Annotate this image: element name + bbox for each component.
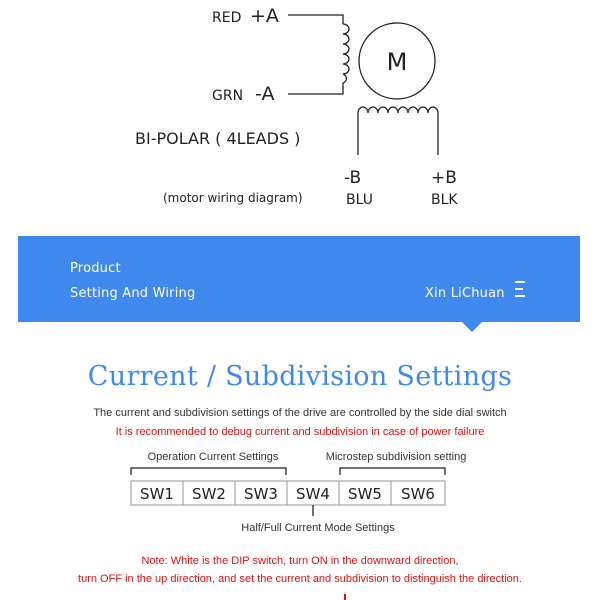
banner-section-label: Setting And Wiring <box>70 286 196 301</box>
banner-brand-name: Xin LiChuan <box>425 286 505 301</box>
menu-icon-bar <box>515 288 523 290</box>
banner-pointer <box>462 322 482 332</box>
microstep-group-bracket <box>340 468 445 475</box>
motor-symbol: M <box>386 48 408 76</box>
switch-sw4: SW4 <box>296 485 330 503</box>
minus-b-color-label: BLU <box>346 192 373 208</box>
menu-icon-bar <box>515 281 525 283</box>
settings-title: Current / Subdivision Settings <box>87 361 513 392</box>
switch-sw2: SW2 <box>192 485 226 503</box>
motor-wiring-diagram <box>0 0 600 225</box>
section-banner <box>18 236 580 322</box>
current-settings-label: Operation Current Settings <box>147 451 279 463</box>
switch-sw3: SW3 <box>244 485 278 503</box>
minus-a-lead <box>288 83 343 94</box>
wiring-caption: (motor wiring diagram) <box>163 191 303 205</box>
a-coil <box>343 24 349 83</box>
switch-sw6: SW6 <box>401 485 435 503</box>
switch-row <box>131 481 445 505</box>
settings-warning: It is recommended to debug current and subdivision in case of power failure <box>115 426 485 438</box>
switch-sw1: SW1 <box>140 485 174 503</box>
menu-icon-bar <box>515 295 525 297</box>
banner-product-label: Product <box>70 261 121 276</box>
b-coil <box>358 107 438 113</box>
current-group-bracket <box>131 468 286 475</box>
dip-switch-diagram <box>0 440 600 545</box>
mode-settings-label: Half/Full Current Mode Settings <box>241 522 395 534</box>
plus-a-lead <box>288 15 343 24</box>
plus-b-color-label: BLK <box>431 192 458 208</box>
plus-a-pin-label: +A <box>250 5 279 27</box>
minus-b-pin-label: -B <box>344 168 362 188</box>
microstep-settings-label: Microstep subdivision setting <box>325 451 467 463</box>
plus-b-pin-label: +B <box>431 168 457 188</box>
note-line-1: Note: White is the DIP switch, turn ON in the downward direction, <box>141 555 459 567</box>
switch-sw5: SW5 <box>348 485 382 503</box>
minus-a-color-label: GRN <box>212 88 244 104</box>
menu-icon[interactable] <box>515 281 527 297</box>
note-line-2: turn OFF in the up direction, and set the current and subdivision to distinguish the direction. <box>78 573 522 585</box>
bipolar-type-label: BI-POLAR ( 4LEADS ) <box>135 129 301 148</box>
plus-a-color-label: RED <box>212 10 242 26</box>
minus-a-pin-label: -A <box>255 83 275 105</box>
red-marker <box>344 594 346 600</box>
settings-description: The current and subdivision settings of the drive are controlled by the side dial switch <box>93 407 507 419</box>
